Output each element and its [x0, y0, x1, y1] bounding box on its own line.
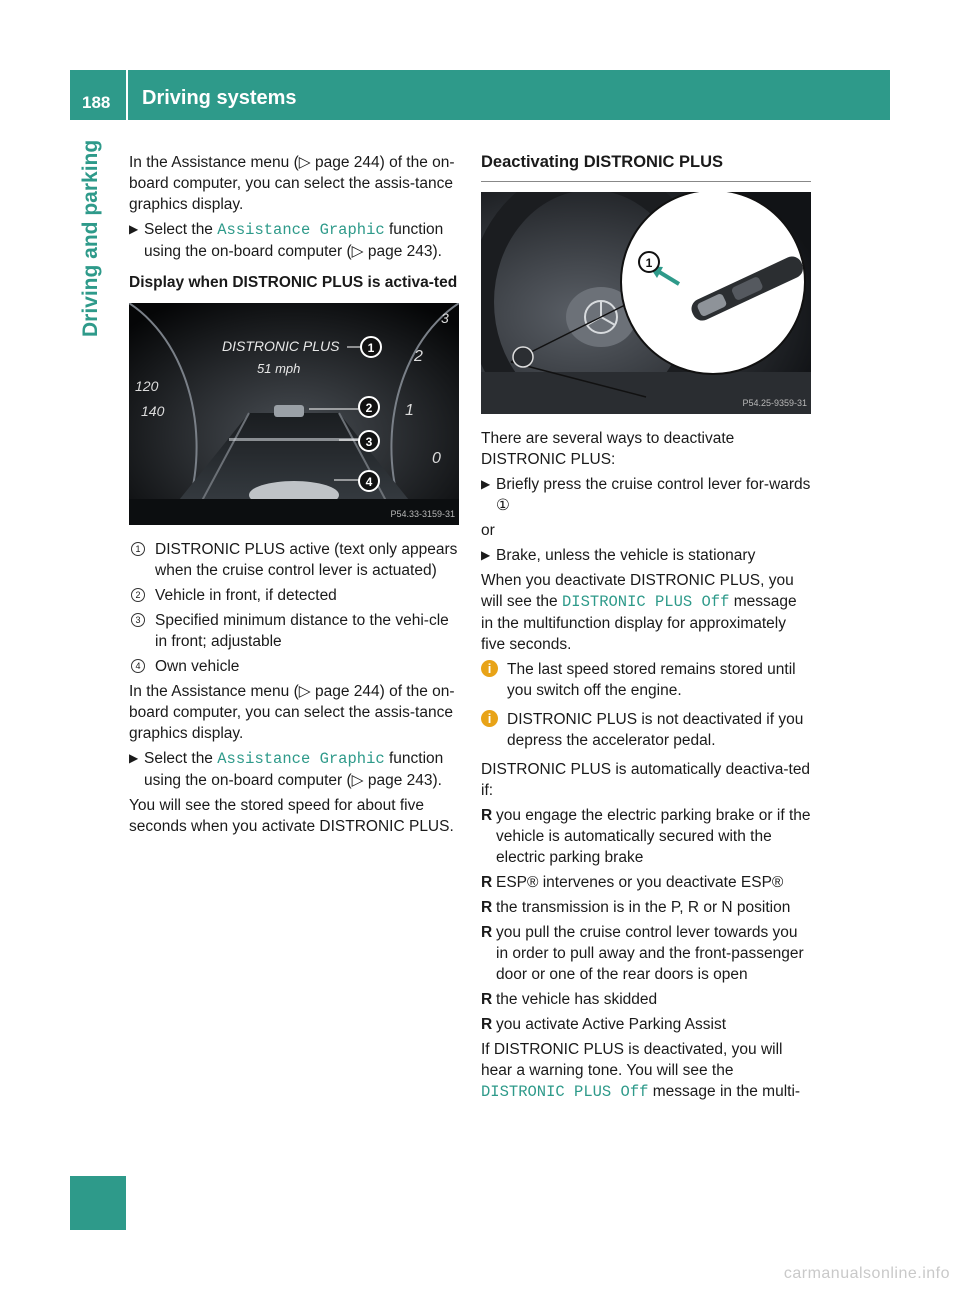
- list-item: [481, 805, 811, 868]
- auto-deactivation-intro: DISTRONIC PLUS is automatically deactiva-ted if:: [481, 761, 811, 799]
- right-column: [481, 152, 811, 1107]
- callout-number: 4: [131, 659, 145, 673]
- step-text: Select the: [144, 750, 218, 767]
- section-heading: Display when DISTRONIC PLUS is activa-ted: [129, 274, 458, 291]
- display-message-code: DISTRONIC PLUS Off: [481, 1083, 649, 1101]
- steering-wheel-figure: [481, 192, 811, 414]
- arrow-icon: ▶: [129, 222, 139, 236]
- watermark: carmanualsonline.info: [783, 1265, 950, 1282]
- figure-reference: P54.33-3159-31: [390, 509, 455, 519]
- rpm-tick: 3: [441, 310, 449, 326]
- legend-item: [129, 610, 459, 652]
- message-paragraph: [481, 570, 811, 655]
- instruction-step: [129, 748, 459, 791]
- step-text: function using the on-board computer (▷ page 243).: [144, 221, 444, 260]
- list-text: you pull the cruise control lever towards you in order to pull away and the front-passenger door or one of the rear doors is open: [496, 924, 804, 983]
- step-text: Briefly press the cruise control lever for-wards ①: [496, 476, 811, 514]
- menu-function-code: Assistance Graphic: [217, 221, 385, 239]
- section-heading: Deactivating DISTRONIC PLUS: [481, 152, 811, 182]
- left-column: [129, 152, 459, 841]
- menu-function-code: Assistance Graphic: [217, 750, 385, 768]
- paragraph-text: message in the multi-: [648, 1083, 801, 1100]
- legend-text: DISTRONIC PLUS active (text only appears when the cruise control lever is actuated): [155, 541, 458, 579]
- svg-text:1: 1: [367, 341, 375, 355]
- callout-marker: [359, 397, 379, 417]
- callout-marker: [359, 471, 379, 491]
- list-item: [481, 989, 811, 1010]
- list-text: the vehicle has skidded: [496, 991, 658, 1008]
- step-text: Select the: [144, 221, 218, 238]
- legend-item: [129, 539, 459, 581]
- info-icon: i: [481, 710, 498, 727]
- intro-paragraph: In the Assistance menu (▷ page 244) of the on-board computer, you can select the assis-tance graphics display.: [129, 154, 455, 213]
- svg-text:4: 4: [365, 475, 373, 489]
- figure-reference: P54.25-9359-31: [742, 398, 807, 408]
- header-divider: [126, 70, 128, 120]
- bullet-icon: R: [481, 899, 493, 916]
- info-text: The last speed stored remains stored until you switch off the engine.: [507, 661, 796, 699]
- cluster-display-figure: [129, 303, 459, 525]
- instrument-cluster-illustration: [129, 303, 459, 525]
- bullet-icon: R: [481, 807, 493, 824]
- display-label: DISTRONIC PLUS: [222, 338, 340, 354]
- intro-paragraph: In the Assistance menu (▷ page 244) of the on-board computer, you can select the assis-tance graphics display.: [129, 683, 455, 742]
- page-title: Driving systems: [142, 87, 297, 109]
- arrow-icon: ▶: [481, 477, 491, 491]
- section-side-label: Driving and parking: [79, 140, 102, 338]
- or-label: or: [481, 522, 495, 539]
- page-number: 188: [82, 93, 111, 112]
- list-text: ESP® intervenes or you deactivate ESP®: [496, 874, 784, 891]
- instruction-step: [481, 545, 811, 566]
- bullet-icon: R: [481, 924, 493, 941]
- callout-marker: [361, 337, 381, 357]
- speed-tick: 120: [135, 378, 159, 394]
- legend-text: Specified minimum distance to the vehi-cle in front; adjustable: [155, 612, 449, 650]
- legend-item: [129, 656, 459, 677]
- paragraph-text: If DISTRONIC PLUS is deactivated, you will hear a warning tone. You will see the: [481, 1041, 783, 1079]
- legend-text: Own vehicle: [155, 658, 240, 675]
- svg-text:2: 2: [365, 401, 373, 415]
- arrow-icon: ▶: [129, 751, 139, 765]
- legend-text: Vehicle in front, if detected: [155, 587, 337, 604]
- svg-text:1: 1: [645, 256, 653, 270]
- callout-number: 2: [131, 588, 145, 602]
- legend-item: [129, 585, 459, 606]
- paragraph-text: When you deactivate DISTRONIC PLUS, you will see the: [481, 572, 794, 610]
- list-item: [481, 872, 811, 893]
- bullet-icon: R: [481, 874, 493, 891]
- speed-tick: 140: [141, 403, 165, 419]
- info-icon: i: [481, 660, 498, 677]
- arrow-icon: ▶: [481, 548, 491, 562]
- display-speed: 51 mph: [257, 361, 301, 376]
- callout-marker: [359, 431, 379, 451]
- callout-marker: [639, 252, 659, 272]
- svg-text:3: 3: [365, 435, 373, 449]
- cruise-control-lever-illustration: [481, 192, 811, 414]
- instruction-step: [129, 219, 459, 262]
- rpm-tick: 2: [414, 348, 423, 365]
- bullet-icon: R: [481, 1016, 493, 1033]
- bullet-icon: R: [481, 991, 493, 1008]
- instruction-step: [481, 474, 811, 516]
- callout-number: 3: [131, 613, 145, 627]
- final-paragraph: [481, 1039, 811, 1103]
- list-text: you engage the electric parking brake or if the vehicle is automatically secured with the electric parking brake: [496, 807, 811, 866]
- callout-number: 1: [131, 542, 145, 556]
- display-message-code: DISTRONIC PLUS Off: [561, 593, 730, 611]
- side-tab-marker: [70, 1176, 126, 1230]
- closing-paragraph: You will see the stored speed for about five seconds when you activate DISTRONIC PLUS.: [129, 797, 454, 835]
- info-note: [481, 659, 811, 701]
- step-text: function using the on-board computer (▷ page 243).: [144, 750, 444, 789]
- info-note: [481, 709, 811, 751]
- step-text: Brake, unless the vehicle is stationary: [496, 547, 756, 564]
- list-item: [481, 1014, 811, 1035]
- paragraph-text: message in the multifunction display for approximately five seconds.: [481, 593, 797, 653]
- list-text: the transmission is in the P, R or N position: [496, 899, 791, 916]
- intro-paragraph: There are several ways to deactivate DISTRONIC PLUS:: [481, 430, 735, 468]
- list-text: you activate Active Parking Assist: [496, 1016, 727, 1033]
- list-item: [481, 897, 811, 918]
- list-item: [481, 922, 811, 985]
- rpm-tick: 1: [405, 402, 414, 419]
- rpm-tick: 0: [432, 450, 441, 467]
- info-text: DISTRONIC PLUS is not deactivated if you depress the accelerator pedal.: [507, 711, 804, 749]
